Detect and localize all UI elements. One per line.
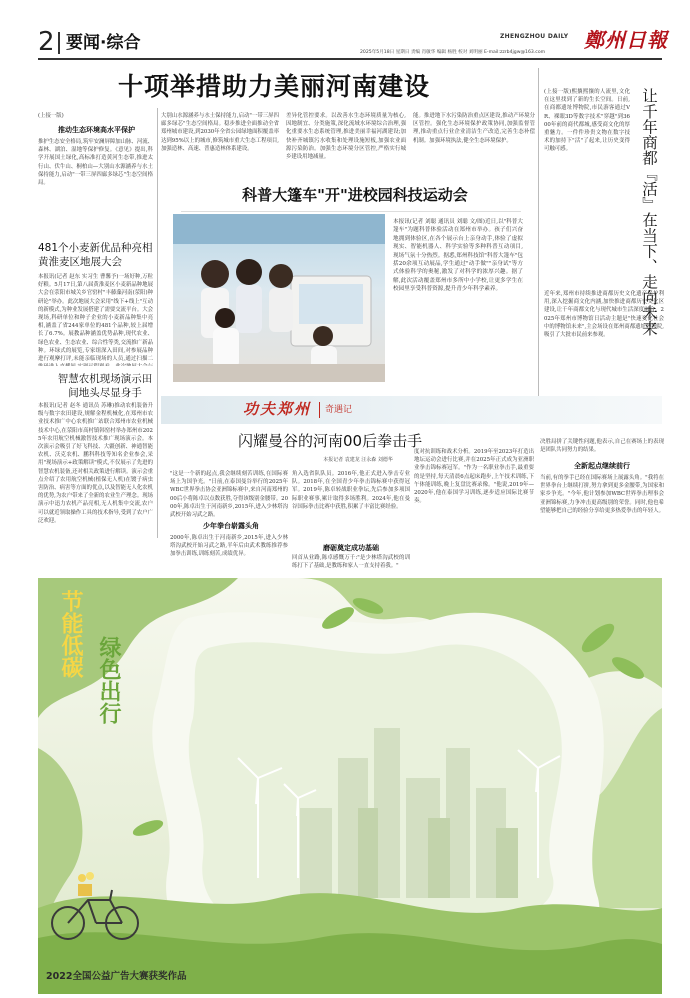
shangdu-headline: 让千年商都『活』在当下、走向未来 (640, 88, 658, 336)
issue-line: 2025年5月18日 星期日 责编 肖敏华 编辑 杨胜 校对 刘明丽 E-mail:zzrb4jgw@163.com (360, 50, 546, 55)
article-ecology-col4: 能。推进地下水污染防治重点区建设,推动产环境分区管控。强化生态环境保护政策协同,加强监督管理,推动重点行业企业清洁生产改造,完善生态补偿机制。加强环境执法,健全生态环境保护。 (413, 113, 535, 144)
boxing-col4b: 当前,有的拳手已经在国际赛场上展露头角。"我将在世界拳台上继续打拼,努力拿到更多金腰带,为国家和家乡争光。"今年,他计划参加WBC世界拳击理事会亚洲锦标赛,力争冲击更高级别的荣誉。同时,他也希望能够把自己的经验分享给更多热爱拳击的年轻人。 (540, 475, 664, 514)
section-name: 要闻·综合 (66, 33, 141, 53)
boxing-col1b: 2000年,陈卓出生于河南新乡,2015年,进入少林塔沟武校开始习武之路,半年后由武术教练推荐参加拳击训练,训练刻苦,成绩优异。 (170, 535, 288, 558)
article-ecology-col2: 大别山水源涵养与水土保持能力,启动"一带三屏四廊多绿芯"生态空间格局。稳步推进全面推动全省郑州城市建设,到2030年全省公园绿地面积覆盖率达到95%以上的城市,修筑城市重大生态工程项目,加强造林、高速、普惠造林体系建设。 (161, 113, 279, 152)
lead-tag: (上接一版) (38, 113, 64, 119)
science-headline: 科普大篷车"开"进校园科技运动会 (242, 186, 468, 204)
science-photo (173, 214, 385, 382)
boxing-subhead-3: 全新起点继续前行 (574, 462, 630, 470)
poster-slogan-right: 绿色出行 (96, 636, 121, 724)
boxing-byline: 本报记者 袁建龙 汪永森 刘德华 (323, 457, 393, 463)
science-rule (181, 211, 521, 212)
children-at-exhibit-illustration (173, 214, 385, 382)
shangdu-body-2: 近年来,郑州市持续推进商都历史文化遗产保护利用,深入挖掘商文化内涵,加快推进商都历史文化区建设,让千年商都文化与现代城市生活深度融合。2025年郑州市博物馆日活动主题是"快速变化社会中的博物馆未来",主会场设在郑州商都遗址博物院,吸引了大批市民前来参观。 (544, 291, 664, 339)
boxing-subhead-2: 磨砺奠定成功基础 (323, 544, 379, 552)
gongfu-title: 功夫郑州 (243, 400, 312, 418)
boxing-col1: "这是一个新的起点,我会继续刻苦训练,在国际赛场上为国争光。"日前,在泰国曼谷举行的2025年WBC世界拳击协会亚洲锦标赛中,来自河南郑州的00后小将陈卓以点数获胜,夺得该级别金腰带。2000年,陈卓出生于河南新乡,2015年,进入少林塔沟武校开始习武之路。 (170, 471, 288, 518)
article-ecology-col3: 差异化管控要求。以改善水生态环境质量为核心,因地制宜、分类施策,深化流域水环境综合治理,强化重要水生态系统管理,推进美丽幸福河湖建设;加快补齐城镇污水收集和处理设施短板,加强农业面源污染防治。加强生态环境分区管控,严格实行城乡建设用地减量。 (286, 113, 406, 161)
right-column-divider (538, 68, 539, 398)
boxing-col3: 度对抗训练和战术分析。2019年至2023年打造出地坛运动会进行比赛,并在2025年正式成为亚洲职业拳击锦标赛冠军。"作为一名职业拳击手,最重要的是坚持,每天清晨6点起床跑步,上午技术训练,下午体能训练,晚上复盘比赛录像。"他说,2019年—2020年,他在泰国学习训练,逐步适应国际比赛节奏。 (414, 449, 534, 505)
poster-slogan-left: 节能低碳 (58, 590, 83, 678)
public-service-poster (38, 578, 662, 994)
masthead-rule (38, 58, 662, 60)
shangdu-body-1: (上接一版)熙攘熙攘的人流里,文化在这里找到了新的生长空间。日前,在商都遗址博物院,市民游客通过VR、裸眼3D等数字技术"穿越"到3600年前的商代都城,感受商文化的厚重魅力。一件件珍贵文物在数字技术的加持下"活"了起来,让历史变得可触可感。 (544, 89, 630, 153)
page-number-divider (58, 32, 60, 54)
headline-wheat: 481个小麦新优品种亮相黄淮麦区地展大会 (38, 242, 153, 268)
masthead (0, 0, 690, 70)
gongfu-subtitle: 奇遇记 (325, 405, 353, 415)
article-smart-farm-body: 本报讯(记者 赵冬 通讯员 苏琳)推动农机装备升级与数字农田建设,规解金程机械化,在郑州市农业技术推广中心农机推广站联合郑州市农业机械技术中心,在荥阳市高村镇韩窑村举办郑州市2025年农用航空机械激智技术推广现场演示会。本次演示会吸引了好飞科技、大疆创新、神通智能农机、沃克农机、鹏科科技等知名企业参会,采用"现场演示+政策解读"模式,不仅展示了先进的智慧农机装备,还对相关政策进行解读。演示会重点介绍了农用航空机械(植保无人机)在镀子病虫害防治、病害等方面的优点,以及智能无人化农机的优势,为农户带来了全新的农业生产理念。现场演示中迅力农机产品亮相,无人机集中交流,农户可以就近领取操作工具的技术指导,受到了农户广泛欢迎。 (38, 403, 153, 524)
article-wheat-body: 本报讯(记者 赵东 实习生 曹馨予)一场好种,万粒好粮。5月17日,第八届黄淮麦区小麦新品种地展大会在荥阳市城关乡官窑村"丰藤藻河南(荥阳)种研论"举办。此次地展大会采用"线下+线上"互动的新模式,为种业发展搭建了需要交流平台。大会现场,科研单位和种子企业的小麦新品种集中亮相,涵盖了省244家单位的481个品种,较上届增长了6.7%。展教品种涵盖优势品种,现代农业、绿色农业、生态农业、综合性等类,交流推广新品种。环绿式的展览,专家组深入田间,对参展品种进行观摩打评,未能亲临现场的人员,通过扫描二 (38, 274, 153, 363)
subhead-ecology: 推动生态环境高水平保护 (58, 126, 135, 134)
col1-divider (157, 108, 158, 538)
gongfu-title-divider (319, 402, 320, 418)
science-body: 本报讯(记者 刘聪 通讯员 刘聪 文/图)近日,以"科普大篷车"为题科普体验活动在郑州市举办。孩子们兴奋地拥到体验区,在各个展示台上亲身动手,体验了虚拟现实、智能机器人、科学实验等多种科普互动项目,现场气氛十分热烈。据悉,郑州科技馆"科普大篷车"包括20余项互动展品,学生通过"动手做""亲身试"等方式体验科学的奥秘,激发了对科学的浓厚兴趣。据了解,此次活动覆盖郑州市多所中小学校,让更多学生在校园里享受科普资源,提升青少年科学素养。 (393, 219, 523, 293)
science-box (161, 178, 535, 396)
page-number: 2 (38, 27, 55, 57)
boxing-col2: 角入选省队队员。2016年,他正式进入拳击专业队。2018年,在全国青少年拳击锦标赛中获得冠军。2019年,陈卓转战职业拳坛,先后参加多项国际职业赛事,累计取得多场胜利。2024年,他在曼谷国际拳击比赛中获胜,积累了丰富比赛经验。 (292, 471, 410, 510)
boxing-col4: 决胜局拼了关键性问题,他表示,自己在赛场上的表现是团队共同努力的结果。 (540, 439, 664, 454)
article-ecology-body: 推护生态安全格局,筑牢安澜屏障加山脉、河流、森林、湖泊、湿地等保护修复。《意见》提出,科学开展国土绿化,高标准打造黄河生态带,推进太行山、伏牛山、桐柏山—大别山水源涵养与水土保持能力,启动"一带三屏四廊多绿芯"生态空间格局。 (38, 139, 153, 187)
paper-logo: 鄭州日報 (584, 28, 668, 52)
main-headline: 十项举措助力美丽河南建设 (117, 72, 430, 101)
green-city-illustration (38, 578, 662, 994)
headline-smart-farm: 智慧农机现场演示田间地头尽显身手 (57, 373, 153, 399)
paper-pinyin: ZHENGZHOU DAILY (500, 33, 569, 40)
boxing-subhead-1: 少年拳台崭露头角 (203, 522, 259, 530)
boxing-headline: 闪耀曼谷的河南00后拳击手 (238, 432, 423, 450)
boxing-col2b: 回首从业路,陈卓感慨万千:"是少林塔沟武校的训练打下了基础,是教练和家人一直支持着我。" (292, 555, 410, 570)
poster-caption: 2022全国公益广告大赛获奖作品 (46, 971, 187, 982)
gongfu-banner (161, 396, 662, 424)
